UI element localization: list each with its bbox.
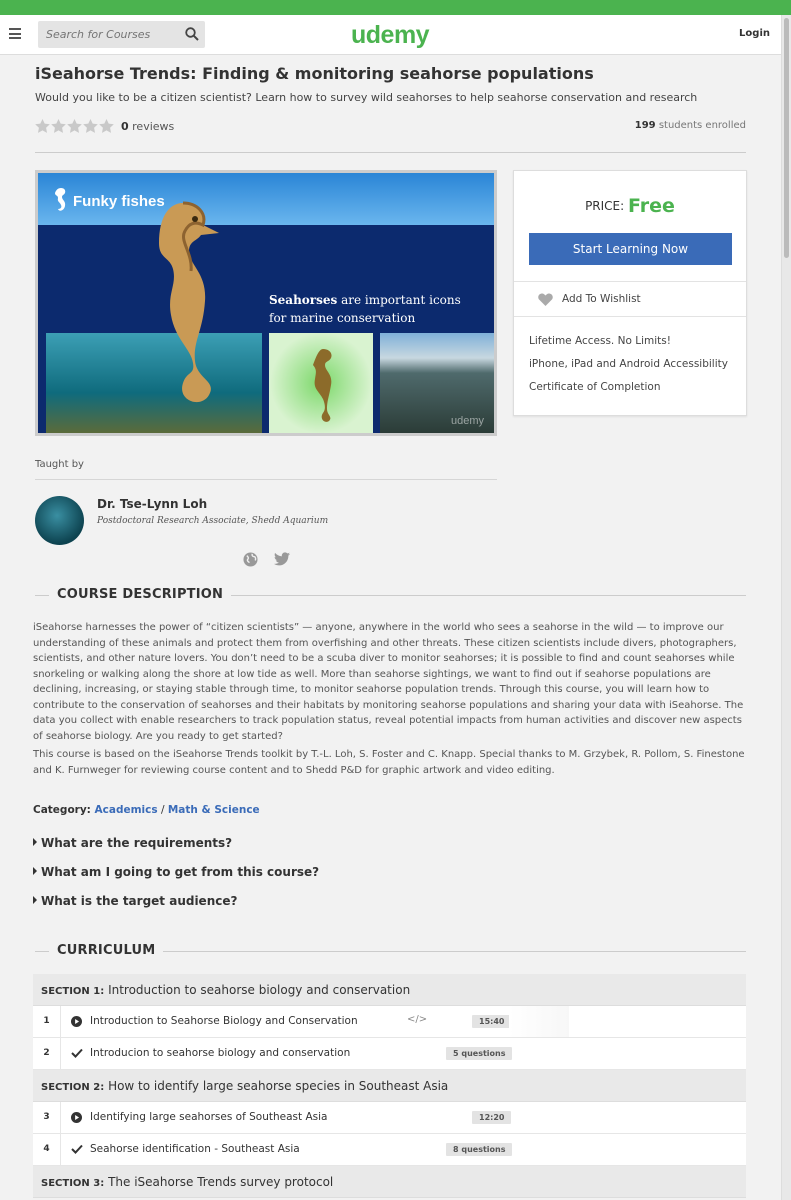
instructor-name[interactable]: Dr. Tse-Lynn Loh bbox=[97, 497, 208, 511]
category-link-math-science[interactable]: Math & Science bbox=[167, 804, 260, 816]
feature-item: Certificate of Completion bbox=[529, 381, 661, 393]
search-box bbox=[38, 21, 205, 48]
top-accent-bar bbox=[0, 0, 791, 15]
faq-label: What am I going to get from this course? bbox=[41, 865, 320, 879]
lecture-number: 1 bbox=[33, 1006, 61, 1037]
tagline-line2: for marine conservation bbox=[269, 311, 416, 325]
star-icon bbox=[35, 119, 50, 133]
category-link-academics[interactable]: Academics bbox=[94, 804, 158, 816]
lecture-number: 3 bbox=[33, 1102, 61, 1133]
section-label: SECTION 3: bbox=[41, 1178, 105, 1189]
curriculum-section[interactable] bbox=[33, 1166, 746, 1198]
caret-right-icon bbox=[33, 896, 37, 904]
start-learning-button[interactable]: Start Learning Now bbox=[529, 233, 732, 265]
price bbox=[514, 195, 746, 217]
description-heading: COURSE DESCRIPTION bbox=[49, 587, 231, 602]
udemy-logo[interactable]: udemy bbox=[351, 21, 430, 49]
lecture-number: 4 bbox=[33, 1134, 61, 1165]
banner-brand: Funky fishes bbox=[73, 193, 165, 210]
duration-badge: 15:40 bbox=[472, 1015, 511, 1028]
pricing-card bbox=[513, 170, 747, 416]
reviews-link[interactable] bbox=[121, 120, 174, 133]
section-header-description bbox=[35, 585, 746, 605]
star-icon bbox=[51, 119, 66, 133]
twitter-icon[interactable] bbox=[274, 552, 290, 566]
faq-requirements[interactable] bbox=[33, 836, 232, 850]
lecture-row[interactable] bbox=[33, 1102, 746, 1134]
section-title: How to identify large seahorse species in Southeast Asia bbox=[108, 1079, 449, 1093]
section-header-curriculum bbox=[35, 941, 746, 961]
feature-item: iPhone, iPad and Android Accessibility bbox=[529, 358, 728, 370]
wishlist-label: Add To Wishlist bbox=[562, 293, 641, 305]
course-subtitle: Would you like to be a citizen scientist? Learn how to survey wild seahorses to help seahorse conservation and research bbox=[35, 91, 698, 104]
taught-by-label: Taught by bbox=[35, 459, 84, 470]
lecture-row[interactable] bbox=[33, 1134, 746, 1166]
lecture-title: Identifying large seahorses of Southeast Asia bbox=[90, 1111, 328, 1123]
instructor-role: Postdoctoral Research Associate, Shedd Aquarium bbox=[97, 516, 329, 526]
add-to-wishlist[interactable] bbox=[514, 281, 746, 317]
banner-tagline bbox=[269, 291, 461, 327]
tagline-rest: are important icons bbox=[337, 293, 461, 307]
reviews-label: reviews bbox=[132, 119, 175, 133]
faq-what-you-get[interactable] bbox=[33, 865, 319, 879]
star-icon bbox=[67, 119, 82, 133]
course-title: iSeahorse Trends: Finding & monitoring seahorse populations bbox=[35, 64, 594, 83]
reviews-count: 0 bbox=[121, 119, 129, 133]
caret-right-icon bbox=[33, 838, 37, 846]
lecture-number: 2 bbox=[33, 1038, 61, 1069]
duration-badge: 12:20 bbox=[472, 1111, 511, 1124]
lecture-row[interactable] bbox=[33, 1038, 746, 1070]
star-icon bbox=[83, 119, 98, 133]
lecture-title: Introduction to Seahorse Biology and Conservation bbox=[90, 1015, 358, 1027]
category-label: Category: bbox=[33, 804, 91, 816]
tagline-highlight: Seahorses bbox=[269, 293, 338, 307]
curriculum-table bbox=[33, 974, 746, 1198]
rating bbox=[35, 119, 174, 133]
features-list bbox=[529, 335, 728, 404]
students-count: 199 bbox=[634, 120, 656, 131]
course-description bbox=[33, 620, 745, 781]
search-input[interactable] bbox=[38, 21, 178, 48]
faq-target-audience[interactable] bbox=[33, 894, 237, 908]
description-paragraph: This course is based on the iSeahorse Trends toolkit by T.-L. Loh, S. Foster and C. Knapp. Special thanks to M. Grzybek, R. Pollom, S. Finestone and K. Furnweger for reviewing course content and to Shedd P&D for graphic artwork and video editing. bbox=[33, 749, 745, 776]
students-enrolled bbox=[635, 120, 746, 131]
lecture-title: Introducion to seahorse biology and conservation bbox=[90, 1047, 351, 1059]
price-value: Free bbox=[628, 195, 675, 217]
divider bbox=[35, 479, 497, 480]
course-promo-image[interactable] bbox=[35, 170, 497, 436]
curriculum-section[interactable] bbox=[33, 974, 746, 1006]
scrollbar-thumb[interactable] bbox=[784, 18, 789, 258]
seahorse-logo-icon bbox=[54, 187, 68, 215]
heart-icon bbox=[538, 293, 553, 306]
section-title: Introduction to seahorse biology and conservation bbox=[108, 983, 411, 997]
globe-icon[interactable] bbox=[243, 552, 258, 567]
category bbox=[33, 804, 260, 816]
menu-icon[interactable] bbox=[9, 28, 21, 39]
header-nav bbox=[0, 15, 791, 55]
search-icon[interactable] bbox=[185, 27, 199, 41]
check-icon bbox=[71, 1048, 83, 1058]
curriculum-heading: CURRICULUM bbox=[49, 943, 163, 958]
questions-badge: 8 questions bbox=[446, 1143, 512, 1156]
students-label: students enrolled bbox=[658, 120, 746, 131]
avatar[interactable] bbox=[35, 496, 84, 545]
check-icon bbox=[71, 1144, 83, 1154]
questions-badge: 5 questions bbox=[446, 1047, 512, 1060]
section-label: SECTION 1: bbox=[41, 986, 105, 997]
login-link[interactable]: Login bbox=[739, 28, 770, 39]
lecture-row[interactable] bbox=[33, 1006, 746, 1038]
faq-label: What are the requirements? bbox=[41, 836, 233, 850]
play-icon bbox=[71, 1016, 82, 1027]
divider bbox=[35, 152, 746, 153]
lecture-title: Seahorse identification - Southeast Asia bbox=[90, 1143, 300, 1155]
scrollbar[interactable] bbox=[781, 15, 791, 1200]
udemy-watermark: udemy bbox=[450, 415, 484, 427]
section-title: The iSeahorse Trends survey protocol bbox=[108, 1175, 334, 1189]
caret-right-icon bbox=[33, 867, 37, 875]
price-label: PRICE: bbox=[585, 199, 625, 213]
seahorse-illustration bbox=[133, 193, 223, 413]
description-paragraph: iSeahorse harnesses the power of “citizen scientists” — anyone, anywhere in the world who sees a seahorse in the wild — to improve our understanding of these animals and protect them from overfishing and other threats. These citizen scientists include divers, photographers, scientists, and other nature lovers. You don’t need to be a scuba diver to monitor seahorses; it is possible to find and count seahorses while snorkeling or walking along the shore at low tide as well. More than seahorse sightings, we want to find out if seahorse populations are declining, increasing, or staying stable through time, to monitor seahorse population trends. Through this course, you will learn how to contribute to the conservation of seahorses and their habitats by monitoring seahorse populations and sharing your data with iSeahorse. The data you collect with enable researchers to track population status, reveal potential impacts from human activities and discover new aspects of seahorse biology. Are you ready to get started? bbox=[33, 622, 744, 742]
section-label: SECTION 2: bbox=[41, 1082, 105, 1093]
category-separator: / bbox=[157, 804, 168, 816]
star-icon bbox=[99, 119, 114, 133]
curriculum-section[interactable] bbox=[33, 1070, 746, 1102]
faq-label: What is the target audience? bbox=[41, 894, 238, 908]
seahorse-photo bbox=[269, 333, 373, 433]
feature-item: Lifetime Access. No Limits! bbox=[529, 335, 671, 347]
code-icon: </> bbox=[407, 1014, 428, 1025]
play-icon bbox=[71, 1112, 82, 1123]
